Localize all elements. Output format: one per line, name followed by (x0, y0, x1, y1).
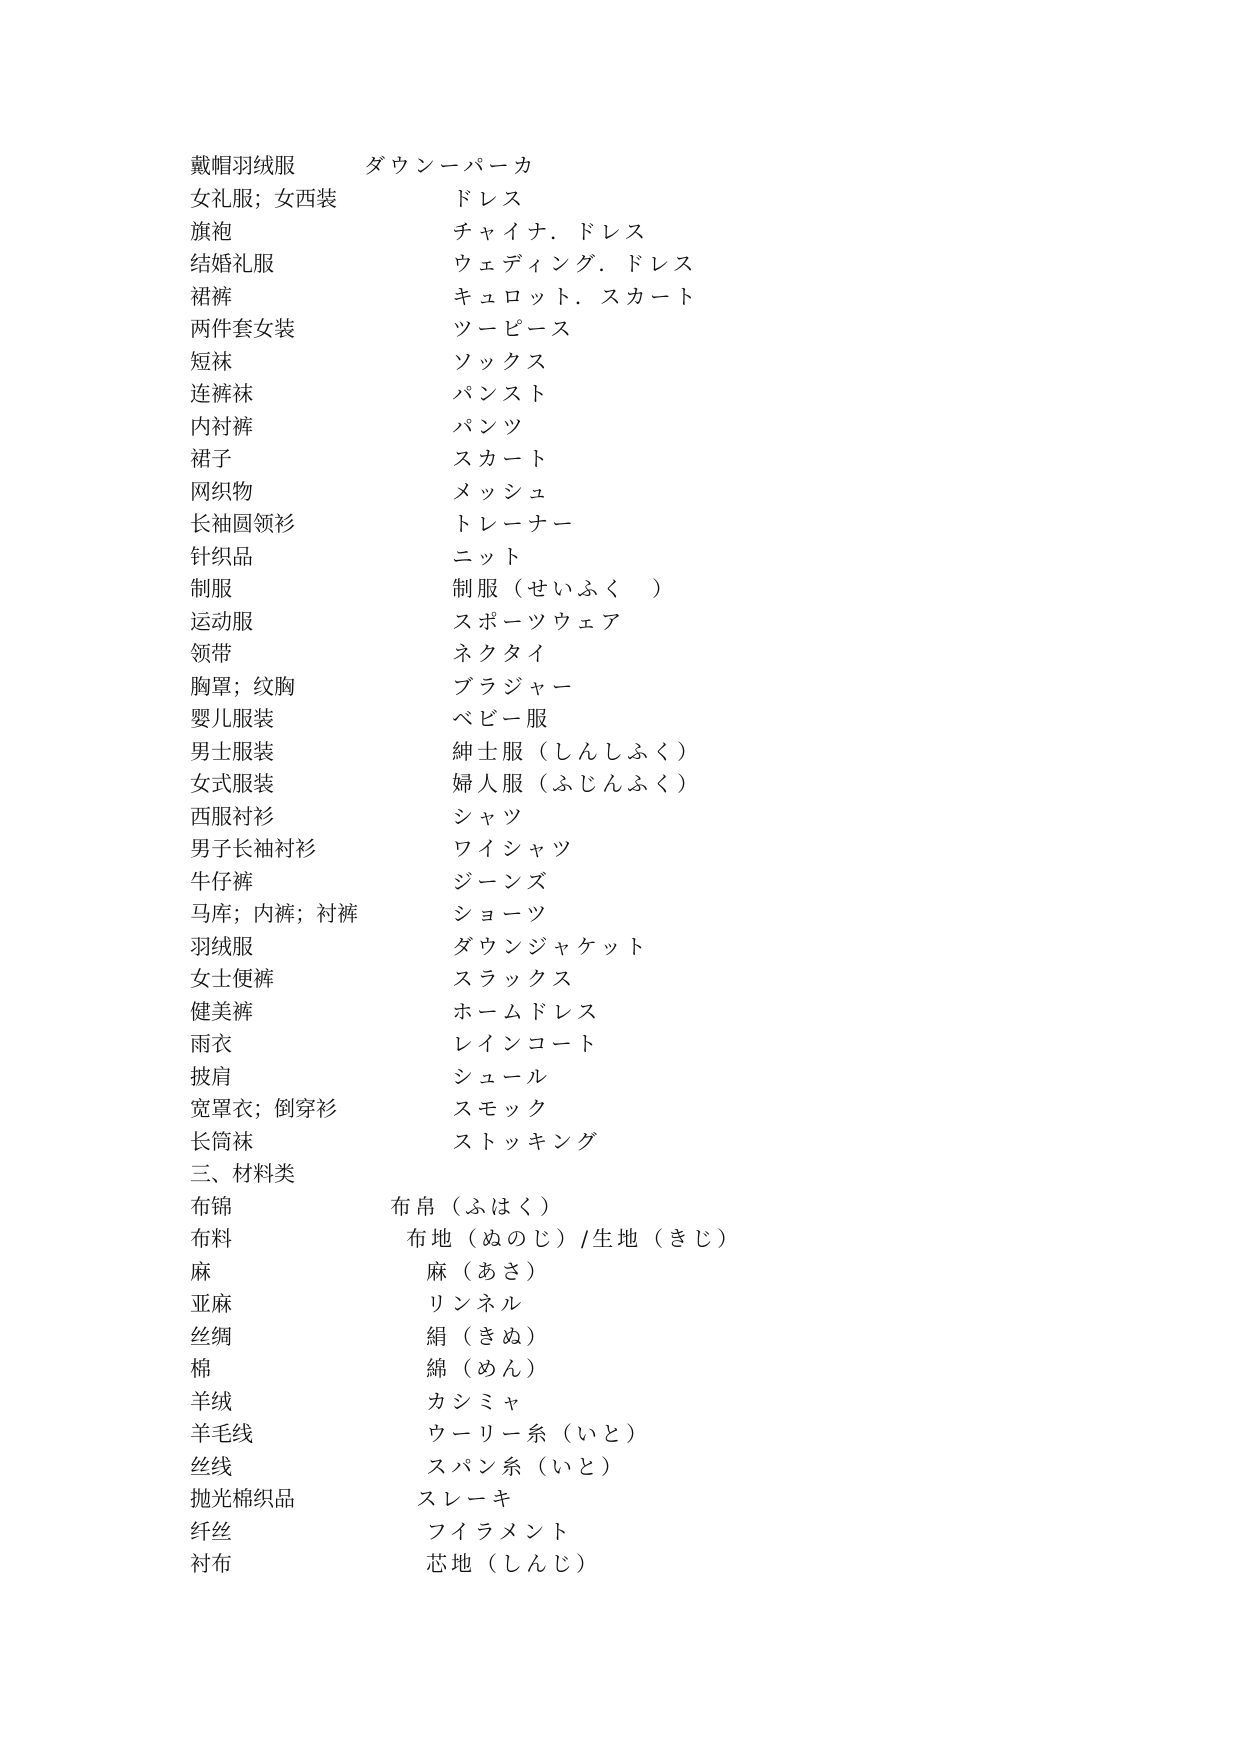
japanese-term: スラックス (452, 967, 577, 991)
chinese-term: 牛仔裤 (190, 870, 253, 894)
japanese-term: ツーピース (452, 317, 576, 341)
japanese-term: 麻（あさ） (426, 1260, 551, 1284)
chinese-term: 内衬裤 (190, 415, 253, 439)
chinese-term: 短袜 (190, 350, 232, 374)
chinese-term: 长袖圆领衫 (190, 512, 295, 536)
japanese-term: 綿（めん） (426, 1357, 551, 1381)
chinese-term: 胸罩；纹胸 (190, 675, 295, 699)
japanese-term: スカート (452, 447, 552, 471)
chinese-term: 丝线 (190, 1455, 232, 1479)
japanese-term: スパン糸（いと） (426, 1455, 626, 1479)
japanese-term: リンネル (426, 1292, 526, 1316)
chinese-term: 长筒袜 (190, 1130, 253, 1154)
japanese-term: パンツ (452, 415, 527, 439)
japanese-term: シャツ (452, 805, 527, 829)
japanese-term: ウェディング．ドレス (452, 252, 698, 276)
section-heading: 三、材料类 (190, 1162, 295, 1186)
japanese-term: ニット (452, 545, 527, 569)
japanese-term: パンスト (452, 382, 552, 406)
japanese-term: ドレス (452, 187, 527, 211)
chinese-term: 婴儿服装 (190, 707, 274, 731)
chinese-term: 纤丝 (190, 1520, 232, 1544)
japanese-term: ソックス (452, 350, 551, 374)
japanese-term: チャイナ．ドレス (452, 220, 650, 244)
chinese-term: 棉 (190, 1357, 211, 1381)
chinese-term: 女式服装 (190, 772, 274, 796)
japanese-term: ベビー服 (452, 707, 552, 731)
chinese-term: 裙子 (190, 447, 232, 471)
japanese-term: レインコート (452, 1032, 601, 1056)
chinese-term: 两件套女装 (190, 317, 295, 341)
japanese-term: 紳士服（しんしふく） (452, 740, 702, 764)
chinese-term: 马库；内裤；衬裤 (190, 902, 358, 926)
japanese-term: ジーンズ (452, 870, 551, 894)
japanese-term: ショーツ (452, 902, 551, 926)
chinese-term: 领带 (190, 642, 232, 666)
japanese-term: 婦人服（ふじんふく） (452, 772, 702, 796)
chinese-term: 运动服 (190, 610, 253, 634)
japanese-term: スポーツウェア (452, 610, 626, 634)
chinese-term: 西服衬衫 (190, 805, 274, 829)
chinese-term: 雨衣 (190, 1032, 232, 1056)
chinese-term: 布料 (190, 1227, 232, 1251)
chinese-term: 披肩 (190, 1065, 232, 1089)
japanese-term: キュロット．スカート (452, 285, 700, 309)
japanese-term: 布帛（ふはく） (390, 1195, 565, 1219)
chinese-term: 网织物 (190, 480, 253, 504)
chinese-term: 针织品 (190, 545, 253, 569)
japanese-term: ダウンーパーカ (364, 154, 538, 178)
japanese-term: ホームドレス (452, 1000, 602, 1024)
chinese-term: 结婚礼服 (190, 252, 274, 276)
chinese-term: 裙裤 (190, 285, 232, 309)
japanese-term: ウーリー糸（いと） (426, 1422, 651, 1446)
chinese-term: 女士便裤 (190, 967, 274, 991)
japanese-term: 制服（せいふく ） (452, 577, 677, 601)
japanese-term: 芯地（しんじ） (426, 1552, 601, 1576)
japanese-term: ネクタイ (452, 642, 552, 666)
chinese-term: 羽绒服 (190, 935, 253, 959)
japanese-term: 布地（ぬのじ）/生地（きじ） (406, 1227, 743, 1251)
chinese-term: 健美裤 (190, 1000, 253, 1024)
japanese-term: カシミャ (426, 1390, 526, 1414)
chinese-term: 旗袍 (190, 220, 232, 244)
chinese-term: 抛光棉织品 (190, 1487, 295, 1511)
japanese-term: ブラジャー (452, 675, 577, 699)
chinese-term: 羊毛线 (190, 1422, 253, 1446)
chinese-term: 布锦 (190, 1195, 232, 1219)
japanese-term: メッシュ (452, 480, 552, 504)
chinese-term: 亚麻 (190, 1292, 232, 1316)
japanese-term: トレーナー (452, 512, 577, 536)
chinese-term: 连裤袜 (190, 382, 253, 406)
chinese-term: 男士服装 (190, 740, 274, 764)
japanese-term: ワイシャツ (452, 837, 576, 861)
chinese-term: 女礼服；女西装 (190, 187, 337, 211)
chinese-term: 丝绸 (190, 1325, 232, 1349)
chinese-term: 羊绒 (190, 1390, 232, 1414)
chinese-term: 男子长袖衬衫 (190, 837, 316, 861)
japanese-term: ストッキング (452, 1130, 601, 1154)
chinese-term: 戴帽羽绒服 (190, 154, 295, 178)
japanese-term: スモック (452, 1097, 552, 1121)
japanese-term: フイラメント (426, 1520, 574, 1544)
chinese-term: 制服 (190, 577, 232, 601)
chinese-term: 麻 (190, 1260, 211, 1284)
chinese-term: 宽罩衣；倒穿衫 (190, 1097, 337, 1121)
japanese-term: ダウンジャケット (452, 935, 651, 959)
chinese-term: 衬布 (190, 1552, 232, 1576)
japanese-term: スレーキ (416, 1487, 516, 1511)
japanese-term: シュール (452, 1065, 552, 1089)
japanese-term: 絹（きぬ） (426, 1325, 551, 1349)
